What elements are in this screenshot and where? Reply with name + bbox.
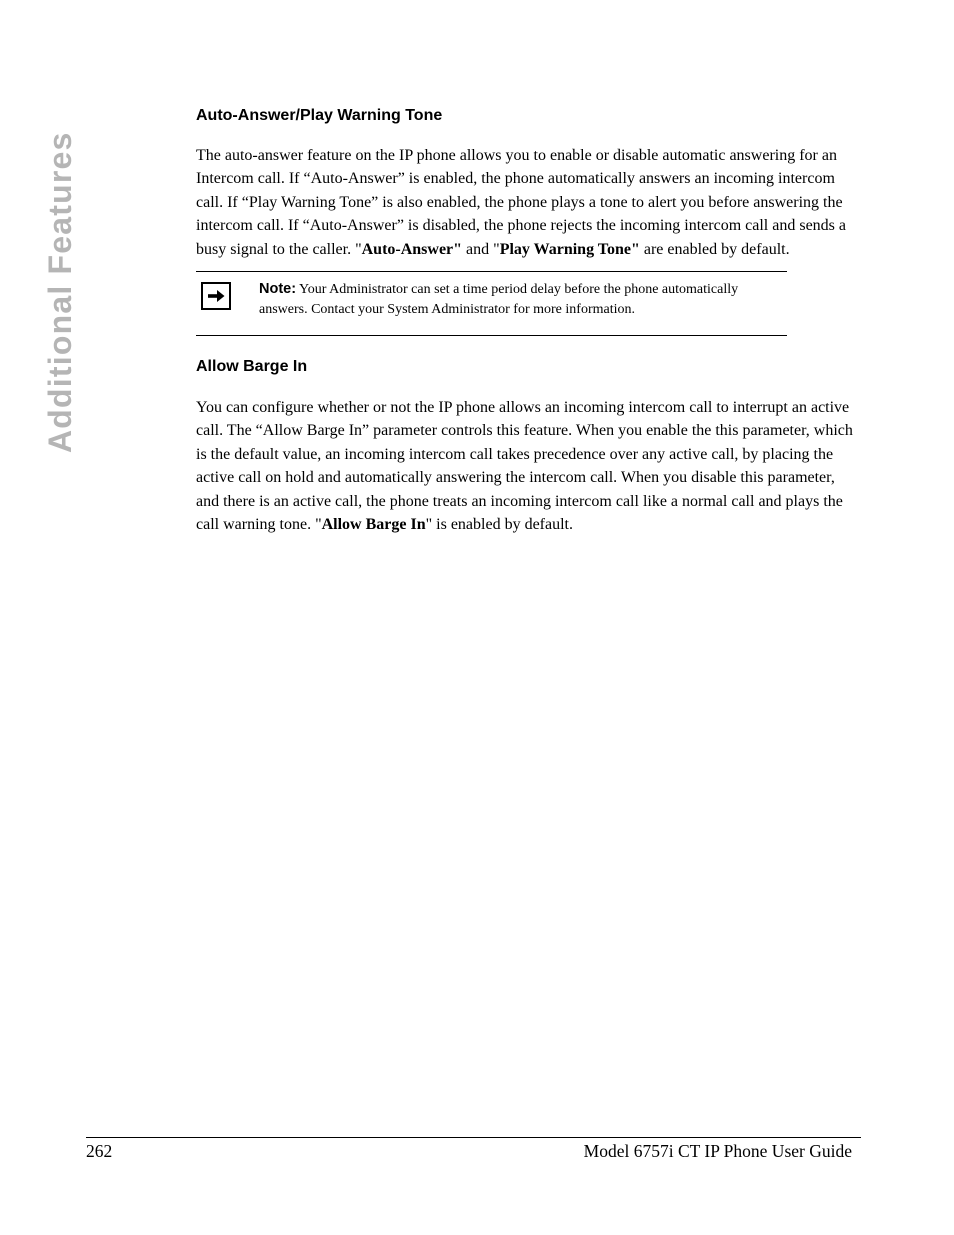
page-number: 262 bbox=[86, 1141, 113, 1161]
paragraph-text: The auto-answer feature on the IP phone allows you to enable or disable automatic answering for an Intercom call. If “Auto-Answer” is enabled, the phone automatically answers an incoming intercom call. If “Play Warning Tone” is also enabled, the phone plays a tone to alert you before answering the intercom call. If “Auto-Answer” is disabled, the phone rejects the incoming intercom call and sends a busy signal to the caller. " bbox=[196, 147, 847, 258]
paragraph-text: You can configure whether or not the IP phone allows an incoming intercom call to interrupt an active call. The “Allow Barge In” parameter controls this feature. When you enable the this parameter, which is the default value, an incoming intercom call takes precedence over any active call, by placing the active call on hold and automatically answering the intercom call. When you disable this parameter, and there is an active call, the phone treats an incoming intercom call like a normal call and plays the call warning tone. " bbox=[196, 399, 853, 534]
bold-term-auto-answer: Auto-Answer" bbox=[361, 240, 463, 258]
paragraph-text: are enabled by default. bbox=[639, 240, 790, 258]
note-body: Your Administrator can set a time period delay before the phone automatically answers. Contact your System Administrator for more information. bbox=[259, 282, 739, 317]
bold-term-allow-barge-in: Allow Barge In bbox=[321, 516, 426, 534]
note-label: Note: bbox=[259, 281, 297, 298]
guide-title: Model 6757i CT IP Phone User Guide bbox=[583, 1141, 852, 1161]
page-content bbox=[196, 106, 856, 536]
footer-rule bbox=[86, 1137, 861, 1138]
section-heading-auto-answer: Auto-Answer/Play Warning Tone bbox=[196, 107, 443, 124]
note-text bbox=[259, 280, 779, 319]
arrow-right-icon bbox=[201, 282, 231, 310]
section-heading-allow-barge-in: Allow Barge In bbox=[196, 358, 308, 376]
paragraph-allow-barge-in bbox=[196, 396, 856, 536]
bold-term-play-warning-tone: Play Warning Tone" bbox=[499, 240, 640, 258]
paragraph-auto-answer bbox=[196, 144, 856, 261]
paragraph-text: " is enabled by default. bbox=[425, 516, 573, 534]
paragraph-text: and " bbox=[462, 240, 500, 258]
note-box bbox=[196, 271, 787, 336]
side-tab bbox=[42, 108, 78, 453]
side-tab-label: Additional Features bbox=[42, 131, 78, 453]
